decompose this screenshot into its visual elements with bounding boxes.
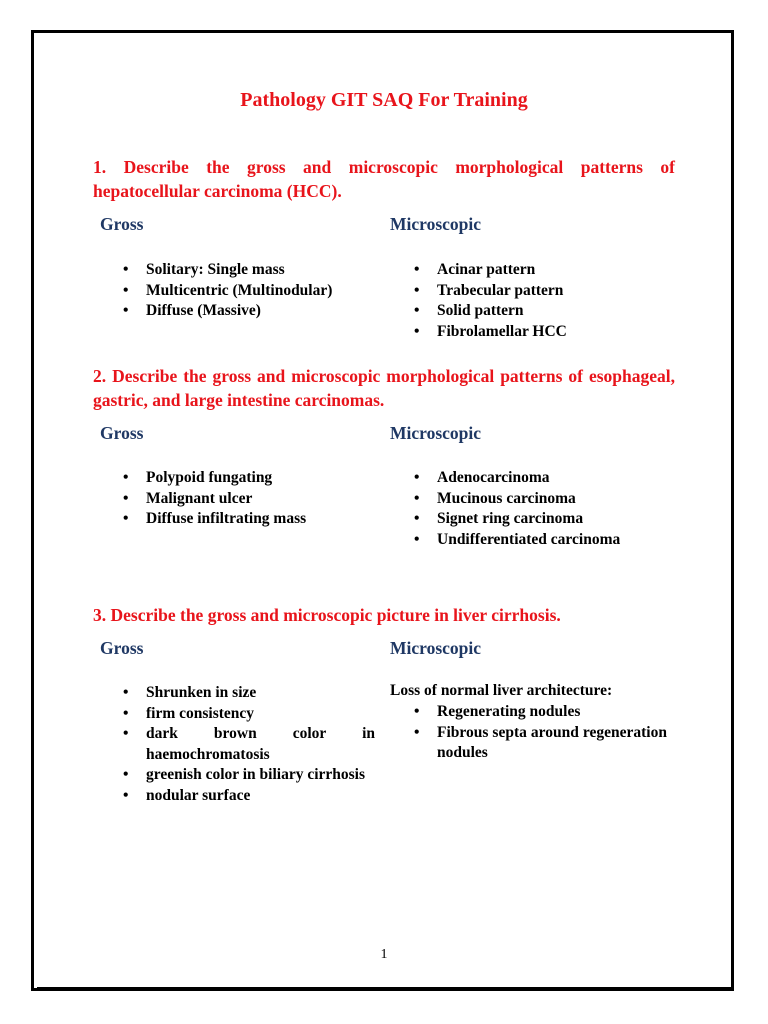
list-item: • Shrunken in size [123, 684, 257, 701]
list-item: • Multicentric (Multinodular) [123, 281, 333, 299]
q2-microscopic-list [414, 468, 667, 550]
document-title: Pathology GIT SAQ For Training [240, 89, 528, 111]
list-item: • Fibrolamellar HCC [414, 322, 567, 340]
q2-gross-list [123, 468, 375, 530]
q3-gross-list [123, 683, 375, 806]
q3-microscopic-list [414, 702, 667, 764]
q1-gross-heading: Gross [100, 214, 144, 234]
q1-gross-list [123, 260, 375, 322]
list-item: • Adenocarcinoma [414, 469, 550, 486]
list-item: • Mucinous carcinoma [414, 489, 576, 507]
list-item: • Acinar pattern [414, 261, 536, 278]
question-2: 2. Describe the gross and microscopic morphological patterns of esophageal, gastric, and large intestine carcinomas. [93, 366, 675, 410]
list-item: • Diffuse (Massive) [123, 302, 261, 319]
list-item: • Solid pattern [414, 302, 524, 319]
list-item: • Polypoid fungating [123, 469, 273, 486]
question-1: 1. Describe the gross and microscopic morphological patterns of hepatocellular carcinoma (HCC). [93, 157, 675, 201]
list-item: • nodular surface [123, 786, 251, 804]
q3-microscopic-heading: Microscopic [390, 638, 482, 658]
list-item: • Regenerating nodules [414, 703, 581, 720]
list-item: • Fibrous septa around regeneration nodules [414, 723, 667, 761]
list-item: • Trabecular pattern [414, 281, 564, 299]
list-item: • Malignant ulcer [123, 489, 253, 507]
q2-gross-heading: Gross [100, 423, 144, 443]
question-3: 3. Describe the gross and microscopic picture in liver cirrhosis. [93, 605, 561, 625]
q1-microscopic-heading: Microscopic [390, 214, 482, 234]
q1-microscopic-list [414, 260, 667, 342]
q3-gross-heading: Gross [100, 638, 144, 658]
list-item: • Diffuse infiltrating mass [123, 510, 307, 527]
list-item: • firm consistency [123, 704, 255, 722]
page-number: 1 [380, 947, 388, 962]
q2-microscopic-heading: Microscopic [390, 423, 482, 443]
list-item: • Solitary: Single mass [123, 261, 285, 278]
list-item: • dark brown color in haemochromatosis [123, 725, 375, 763]
list-item: • Signet ring carcinoma [414, 510, 584, 527]
list-item: • Undifferentiated carcinoma [414, 530, 621, 548]
q3-microscopic-lead: Loss of normal liver architecture: [390, 682, 613, 699]
list-item: • greenish color in biliary cirrhosis [123, 766, 366, 783]
